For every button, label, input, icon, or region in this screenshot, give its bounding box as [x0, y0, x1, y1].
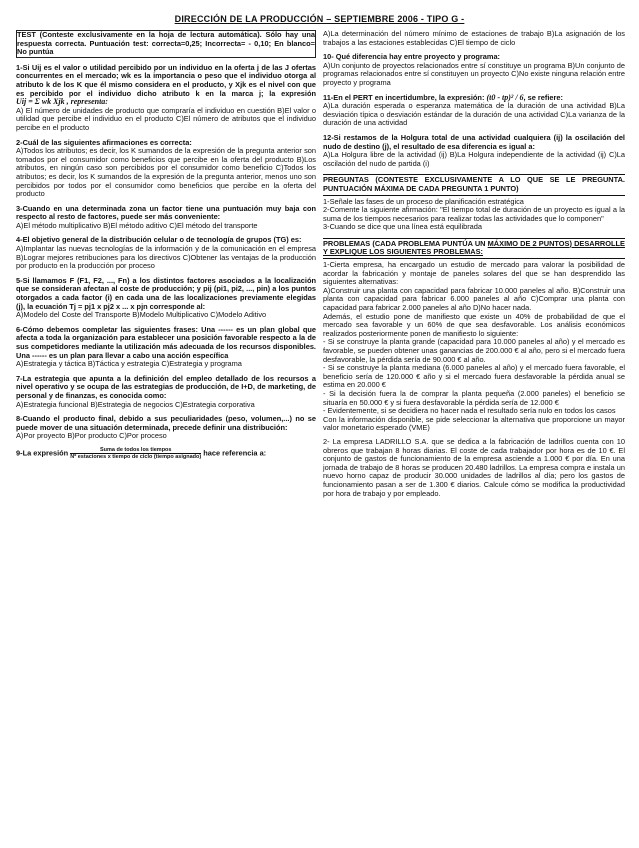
q4-options: A)Implantar las nuevas tecnologías de la información y de la comunicación en el empresa B)Lograr mejores retribuciones para los directivos C)Obtener las ventajas de la producción por producto en la producción por proceso	[16, 244, 316, 271]
problema-1-context: Además, el estudio pone de manifiesto que existe un 40% de probabilidad de que el mercado sea favorable y un 60% de que sea desfavorable. Los análisis económicos realizados posteriormente ponen de manifiesto lo siguiente:	[323, 311, 625, 338]
preguntas-header: PREGUNTAS (CONTESTE EXCLUSIVAMENTE A LO QUE SE LE PREGUNTA. PUNTUACIÓN MÁXIMA DE CADA PREGUNTA 1 PUNTO)	[323, 174, 625, 195]
q7-options: A)Estrategia funcional B)Estrategia de negocios C)Estrategia corporativa	[16, 399, 255, 409]
problema-1-case-small: - Si la decisión fuera la de comprar la planta pequeña (2.000 paneles) el beneficio se situaría en 50.000 € y si fuera desfavorable la pérdida sería de 12.000 €	[323, 388, 625, 407]
problema-1-intro: 1-Cierta empresa, ha encargado un estudio de mercado para valorar la posibilidad de acordar la fabricación y montaje de paneles solares del que se han desprendido las siguientes alternativas:	[323, 260, 625, 287]
q9-options: A)La determinación del número mínimo de estaciones de trabajo B)La asignación de los trabajos a las estaciones establecidas C)El tiempo de ciclo	[323, 29, 625, 47]
pregunta-2: 2-Comente la siguiente afirmación: "El tiempo total de duración de un proyecto es igual a la suma de los tiempos necesarios para realizar todas las actividades que lo componen"	[323, 205, 625, 223]
question-8	[16, 415, 316, 441]
question-11	[323, 94, 625, 128]
q5-stem: 5-Si llamamos F (F1, F2, ..., Fn) a los distintos factores asociados a la localización que se consideran afectan al coste de producción; y pij (pi1, pi2, ..., pin) a los puntos otorgados a cada factor (i) en cada una de las localizaciones previamente elegidas (j), la ecuación Tj = pj1 x pj2 x ... x pjn corresponde al:	[16, 275, 316, 311]
q9-stem: 9-La expresión $\frac{\text{Suma de todos los tiempos}}{\text{Nº estaciones x tiempo de ciclo (tiempo asignado)}}$ hace referencia a:	[16, 446, 267, 460]
question-9-options	[323, 30, 625, 47]
question-9	[16, 447, 316, 460]
problema-1-task: Con la información disponible, se pide seleccionar la alternativa que proporcione un mayor valor monetario esperado (VME)	[323, 414, 625, 433]
q4-stem: 4-El objetivo general de la distribución celular o de tecnología de grupos (TG) es:	[16, 235, 302, 245]
q3-stem: 3-Cuando en una determinada zona un factor tiene una puntuación muy baja con respecto al resto de factores, puede ser más conveniente:	[16, 203, 316, 222]
question-3	[16, 205, 316, 231]
question-4	[16, 236, 316, 270]
problema-1-case-none: - Evidentemente, si se decidiera no hacer nada el resultado sería nulo en todos los casos	[323, 406, 616, 416]
q9-fraction	[70, 447, 201, 460]
q8-options: A)Por proyecto B)Por producto C)Por proceso	[16, 431, 167, 441]
q6-options: A)Estrategia y táctica B)Táctica y estrategia C)Estrategia y programa	[16, 359, 242, 369]
page-title: DIRECCIÓN DE LA PRODUCCIÓN – SEPTIEMBRE 2006 - TIPO G -	[174, 14, 465, 24]
question-1	[16, 64, 316, 133]
q9-denominator: Nº estaciones x tiempo de ciclo (tiempo asignado)	[70, 453, 202, 460]
problemas-section	[323, 238, 625, 498]
right-column	[323, 30, 625, 504]
problema-1-alternatives: A)Construir una planta con capacidad para fabricar 10.000 paneles al año. B)Construir una planta con capacidad para fabricar 6.000 paneles al año C)Comprar una planta con capacidad para fabricar 2.000 paneles al año D)No hacer nada.	[323, 285, 625, 313]
q10-stem: 10- Qué diferencia hay entre proyecto y programa:	[323, 52, 501, 62]
q1-stem: 1-Si Uij es el valor o utilidad percibido por un individuo en la oferta j de las J ofertas concurrentes en el mercado; wk es la importancia o peso que el individuo otorga al atributo k de los K que él mismo considera en el producto, y Xjk es el nivel con que es percibido por el individuo dicho atributo k en la marca j; la expresión Uij = Σ wk Xjk , representa:	[16, 62, 316, 107]
problema-2: 2- La empresa LADRILLO S.A. que se dedica a la fabricación de ladrillos cuenta con 10 obreros que trabajan 8 horas diarias. El coste de cada trabajador por hora es de 10 €. El conjunto de gastos de funcionamiento de la empresa asciende a 1.000 € por día. En una jornada de trabajo de 8 horas se producen 20.480 ladrillos. La empresa compra e instala un nuevo horno capaz de producir 30.000 unidades de ladrillos al día; pero los gastos de funcionamiento pasan a ser de 1.300 € diarios. Calcule cómo se modifica la productividad por hora de trabajo y por empleado.	[323, 436, 625, 498]
question-12	[323, 134, 625, 168]
q9-numerator: Suma de todos los tiempos	[70, 447, 201, 454]
left-column	[16, 30, 316, 466]
q6-stem: 6-Cómo debemos completar las siguientes frases: Una ------ es un plan global que afecta a toda la organización para establecer una posición favorable respecto a la de sus competidores mediante la utilización más adecuada de los recursos disponibles. Una ------ es un plan para llevar a cabo una acción específica	[16, 324, 316, 360]
q1-options: A) El número de unidades de producto que compraría el individuo en cuestión B)El valor o utilidad que percibe el individuo en el producto C)El número de atributos que el individuo percibe en el producto	[16, 105, 316, 132]
test-header: TEST (Conteste exclusivamente en la hoja de lectura automática). Sólo hay una respuesta correcta. Puntuación test: correcta=0,25; Incorrecta= - 0,10; En blanco= No puntúa	[17, 30, 315, 57]
question-6	[16, 326, 316, 369]
q1-formula: Uij = Σ wk Xjk , representa:	[16, 97, 108, 107]
problemas-header: PROBLEMAS (CADA PROBLEMA PUNTÚA UN MÁXIMO DE 2 PUNTOS) DESARROLLE Y EXPLIQUE LOS SIGUIENTES PROBLEMAS:	[323, 238, 625, 259]
q7-stem: 7-La estrategia que apunta a la definición del empleo detallado de los recursos a nivel operativo y se ocupa de las estrategias de producción, de I+D, de marketing, de personal y de finanzas, es conocida como:	[16, 373, 316, 400]
q11-stem: 11-En el PERT en incertidumbre, la expresión: (t0 - tp)² / 6, se refiere:	[323, 92, 563, 102]
problema-1-case-medium: - Si se construye la planta mediana (6.000 paneles al año) y el mercado fuera favorable, el beneficio sería de 120.000 € año y si el mercado fuera desfavorable la pérdida anual se estima en 20.000 €	[323, 363, 625, 390]
q10-options: A)Un conjunto de proyectos relacionados entre sí constituye un programa B)Un conjunto de programas relacionados entre sí constituyen un proyecto C)No existe ninguna relación entre proyecto y programa	[323, 60, 625, 87]
pregunta-3: 3-Cuando se dice que una línea está equilibrada	[323, 222, 483, 232]
question-10	[323, 53, 625, 87]
pregunta-1: 1-Señale las fases de un proceso de planificación estratégica	[323, 196, 524, 206]
q11-formula: (t0 - tp)² / 6	[486, 92, 524, 102]
q2-stem: 2-Cuál de las siguientes afirmaciones es correcta:	[16, 137, 192, 147]
q3-options: A)El método multiplicativo B)El método aditivo C)El método del transporte	[16, 220, 258, 230]
test-instructions	[16, 30, 316, 58]
problema-1-case-large: - Si se construye la planta grande (capacidad para 10.000 paneles al año) y el mercado es favorable, se pueden obtener unas ganancias de 200.000 € al año, pero si el mercado fuera desfavorable, la pérdida sería de 90.000 € al año.	[323, 337, 625, 364]
preguntas-section	[323, 174, 625, 232]
q12-options: A)La Holgura libre de la actividad (ij) B)La Holgura independiente de la actividad (ij) C)La oscilación del nudo de partida (i)	[323, 150, 625, 168]
q2-options: A)Todos los atributos; es decir, los K sumandos de la expresión de la pregunta anterior son tomados por el consumidor como beneficios que percibe en la oferta del producto B)Los atributos, en ningún caso son percibidos por el consumidor como beneficio C)Todos los atributos; es decir, los K sumandos de la expresión de la pregunta anterior, menos uno son percibidos por todos por el consumidor como beneficios que percibe en la oferta del producto	[16, 146, 316, 199]
question-7	[16, 375, 316, 409]
q12-stem: 12-Si restamos de la Holgura total de una actividad cualquiera (ij) la oscilación del nudo de destino (j), el resultado de esa diferencia es igual a:	[323, 132, 625, 151]
question-2	[16, 139, 316, 199]
q8-stem: 8-Cuando el producto final, debido a sus peculiaridades (peso, volumen,...) no se puede mover de una situación determinada, precede definir una distribución:	[16, 414, 316, 432]
q5-options: A)Modelo del Coste del Transporte B)Modelo Multiplicativo C)Modelo Aditivo	[16, 310, 267, 320]
q11-options: A)La duración esperada o esperanza matemática de la duración de una actividad B)La desviación típica o desviación estándar de la duración de una actividad C)La varianza de la duración de una actividad	[323, 101, 625, 128]
question-5	[16, 277, 316, 320]
